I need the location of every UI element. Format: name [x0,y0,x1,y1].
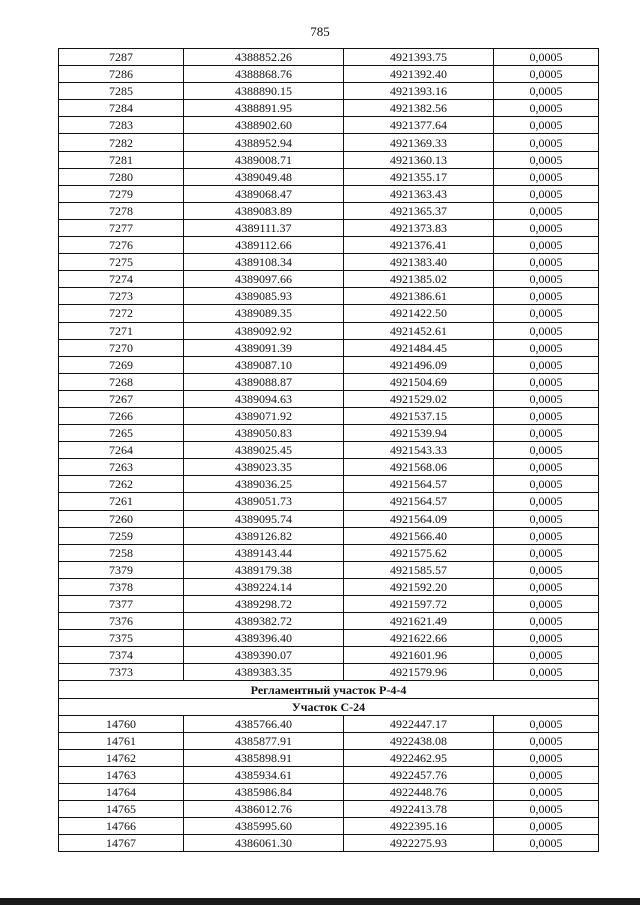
y-coordinate-cell: 4921383.40 [344,254,494,271]
table-row [59,271,599,288]
point-number-cell: 7276 [59,237,184,254]
y-coordinate-cell: 4922413.78 [344,801,494,818]
accuracy-cell: 0,0005 [494,835,599,852]
x-coordinate-cell: 4389108.34 [184,254,344,271]
table-row [59,749,599,766]
accuracy-cell: 0,0005 [494,219,599,236]
accuracy-cell: 0,0005 [494,766,599,783]
section-title: Регламентный участок Р-4-4 [59,681,599,698]
table-row [59,168,599,185]
y-coordinate-cell: 4921376.41 [344,237,494,254]
y-coordinate-cell: 4921543.33 [344,442,494,459]
x-coordinate-cell: 4389036.25 [184,476,344,493]
table-row [59,390,599,407]
x-coordinate-cell: 4389071.92 [184,407,344,424]
table-row [59,322,599,339]
table-row [59,373,599,390]
table-row [59,305,599,322]
table-row [59,801,599,818]
accuracy-cell: 0,0005 [494,732,599,749]
accuracy-cell: 0,0005 [494,647,599,664]
point-number-cell: 7269 [59,356,184,373]
y-coordinate-cell: 4921597.72 [344,596,494,613]
page-number: 785 [310,24,330,39]
table-row [59,254,599,271]
x-coordinate-cell: 4389095.74 [184,510,344,527]
point-number-cell: 14765 [59,801,184,818]
accuracy-cell: 0,0005 [494,527,599,544]
point-number-cell: 7267 [59,390,184,407]
x-coordinate-cell: 4386061.30 [184,835,344,852]
y-coordinate-cell: 4921564.57 [344,476,494,493]
y-coordinate-cell: 4921360.13 [344,151,494,168]
accuracy-cell: 0,0005 [494,818,599,835]
table-row [59,647,599,664]
accuracy-cell: 0,0005 [494,271,599,288]
accuracy-cell: 0,0005 [494,117,599,134]
point-number-cell: 14764 [59,784,184,801]
accuracy-cell: 0,0005 [494,339,599,356]
x-coordinate-cell: 4388891.95 [184,100,344,117]
x-coordinate-cell: 4389085.93 [184,288,344,305]
y-coordinate-cell: 4921592.20 [344,578,494,595]
table-row [59,561,599,578]
accuracy-cell: 0,0005 [494,493,599,510]
x-coordinate-cell: 4389092.92 [184,322,344,339]
accuracy-cell: 0,0005 [494,288,599,305]
point-number-cell: 7262 [59,476,184,493]
point-number-cell: 7281 [59,151,184,168]
table-row [59,835,599,852]
x-coordinate-cell: 4389091.39 [184,339,344,356]
x-coordinate-cell: 4388902.60 [184,117,344,134]
y-coordinate-cell: 4921452.61 [344,322,494,339]
point-number-cell: 7268 [59,373,184,390]
y-coordinate-cell: 4921601.96 [344,647,494,664]
accuracy-cell: 0,0005 [494,100,599,117]
point-number-cell: 7287 [59,49,184,66]
point-number-cell: 7279 [59,185,184,202]
point-number-cell: 7282 [59,134,184,151]
y-coordinate-cell: 4921568.06 [344,459,494,476]
y-coordinate-cell: 4921622.66 [344,630,494,647]
table-row [59,151,599,168]
table-row [59,237,599,254]
y-coordinate-cell: 4921564.09 [344,510,494,527]
y-coordinate-cell: 4922395.16 [344,818,494,835]
point-number-cell: 14767 [59,835,184,852]
y-coordinate-cell: 4921579.96 [344,664,494,681]
point-number-cell: 7284 [59,100,184,117]
point-number-cell: 7270 [59,339,184,356]
x-coordinate-cell: 4388952.94 [184,134,344,151]
table-row [59,578,599,595]
accuracy-cell: 0,0005 [494,185,599,202]
y-coordinate-cell: 4921539.94 [344,425,494,442]
x-coordinate-cell: 4389143.44 [184,544,344,561]
accuracy-cell: 0,0005 [494,390,599,407]
point-number-cell: 7278 [59,202,184,219]
y-coordinate-cell: 4921373.83 [344,219,494,236]
table-section-header [59,681,599,715]
point-number-cell: 7264 [59,442,184,459]
point-number-cell: 7261 [59,493,184,510]
accuracy-cell: 0,0005 [494,578,599,595]
x-coordinate-cell: 4388868.76 [184,66,344,83]
point-number-cell: 7277 [59,219,184,236]
accuracy-cell: 0,0005 [494,168,599,185]
x-coordinate-cell: 4389083.89 [184,202,344,219]
x-coordinate-cell: 4389088.87 [184,373,344,390]
x-coordinate-cell: 4389390.07 [184,647,344,664]
accuracy-cell: 0,0005 [494,49,599,66]
y-coordinate-cell: 4921386.61 [344,288,494,305]
x-coordinate-cell: 4389094.63 [184,390,344,407]
x-coordinate-cell: 4389126.82 [184,527,344,544]
table-row [59,425,599,442]
accuracy-cell: 0,0005 [494,305,599,322]
table-row [59,202,599,219]
accuracy-cell: 0,0005 [494,749,599,766]
table-row [59,185,599,202]
table-row [59,630,599,647]
y-coordinate-cell: 4921393.75 [344,49,494,66]
y-coordinate-cell: 4921529.02 [344,390,494,407]
coordinates-table [58,48,599,852]
y-coordinate-cell: 4922457.76 [344,766,494,783]
x-coordinate-cell: 4389179.38 [184,561,344,578]
point-number-cell: 7374 [59,647,184,664]
point-number-cell: 7273 [59,288,184,305]
x-coordinate-cell: 4389383.35 [184,664,344,681]
y-coordinate-cell: 4921537.15 [344,407,494,424]
table-row [59,288,599,305]
y-coordinate-cell: 4921496.09 [344,356,494,373]
table-row [59,596,599,613]
table-row [59,544,599,561]
point-number-cell: 14766 [59,818,184,835]
table-row [59,715,599,732]
x-coordinate-cell: 4389224.14 [184,578,344,595]
x-coordinate-cell: 4386012.76 [184,801,344,818]
y-coordinate-cell: 4922448.76 [344,784,494,801]
accuracy-cell: 0,0005 [494,784,599,801]
table-row [59,459,599,476]
x-coordinate-cell: 4389049.48 [184,168,344,185]
accuracy-cell: 0,0005 [494,322,599,339]
table-body-upper [59,49,599,681]
point-number-cell: 7280 [59,168,184,185]
y-coordinate-cell: 4922447.17 [344,715,494,732]
accuracy-cell: 0,0005 [494,544,599,561]
x-coordinate-cell: 4389087.10 [184,356,344,373]
table-row [59,732,599,749]
table-row [59,527,599,544]
accuracy-cell: 0,0005 [494,134,599,151]
accuracy-cell: 0,0005 [494,561,599,578]
point-number-cell: 7258 [59,544,184,561]
x-coordinate-cell: 4389051.73 [184,493,344,510]
accuracy-cell: 0,0005 [494,801,599,818]
table-row [59,442,599,459]
table-row [59,356,599,373]
accuracy-cell: 0,0005 [494,476,599,493]
x-coordinate-cell: 4385877.91 [184,732,344,749]
x-coordinate-cell: 4385934.61 [184,766,344,783]
table-row [59,493,599,510]
x-coordinate-cell: 4389023.35 [184,459,344,476]
y-coordinate-cell: 4921377.64 [344,117,494,134]
accuracy-cell: 0,0005 [494,407,599,424]
accuracy-cell: 0,0005 [494,151,599,168]
accuracy-cell: 0,0005 [494,715,599,732]
y-coordinate-cell: 4921585.57 [344,561,494,578]
x-coordinate-cell: 4389298.72 [184,596,344,613]
section-row [59,681,599,698]
point-number-cell: 14762 [59,749,184,766]
accuracy-cell: 0,0005 [494,237,599,254]
table-row [59,83,599,100]
accuracy-cell: 0,0005 [494,630,599,647]
point-number-cell: 7379 [59,561,184,578]
point-number-cell: 14760 [59,715,184,732]
accuracy-cell: 0,0005 [494,83,599,100]
x-coordinate-cell: 4389068.47 [184,185,344,202]
table-body-lower [59,715,599,852]
table-row [59,339,599,356]
y-coordinate-cell: 4921621.49 [344,613,494,630]
y-coordinate-cell: 4921392.40 [344,66,494,83]
y-coordinate-cell: 4921365.37 [344,202,494,219]
point-number-cell: 7272 [59,305,184,322]
accuracy-cell: 0,0005 [494,425,599,442]
y-coordinate-cell: 4921575.62 [344,544,494,561]
x-coordinate-cell: 4389396.40 [184,630,344,647]
point-number-cell: 7373 [59,664,184,681]
point-number-cell: 7377 [59,596,184,613]
accuracy-cell: 0,0005 [494,356,599,373]
point-number-cell: 7259 [59,527,184,544]
accuracy-cell: 0,0005 [494,254,599,271]
y-coordinate-cell: 4921566.40 [344,527,494,544]
x-coordinate-cell: 4385986.84 [184,784,344,801]
table-row [59,613,599,630]
table-row [59,66,599,83]
subsection-row [59,698,599,715]
x-coordinate-cell: 4389089.35 [184,305,344,322]
y-coordinate-cell: 4921385.02 [344,271,494,288]
point-number-cell: 7283 [59,117,184,134]
point-number-cell: 7266 [59,407,184,424]
y-coordinate-cell: 4921363.43 [344,185,494,202]
table-row [59,134,599,151]
y-coordinate-cell: 4921393.16 [344,83,494,100]
y-coordinate-cell: 4921369.33 [344,134,494,151]
y-coordinate-cell: 4922462.95 [344,749,494,766]
table-row [59,818,599,835]
point-number-cell: 7260 [59,510,184,527]
table-row [59,664,599,681]
y-coordinate-cell: 4921484.45 [344,339,494,356]
scan-edge [0,898,640,905]
table-row [59,784,599,801]
table-row [59,117,599,134]
x-coordinate-cell: 4389025.45 [184,442,344,459]
accuracy-cell: 0,0005 [494,66,599,83]
y-coordinate-cell: 4922438.08 [344,732,494,749]
y-coordinate-cell: 4921504.69 [344,373,494,390]
point-number-cell: 7265 [59,425,184,442]
point-number-cell: 7375 [59,630,184,647]
x-coordinate-cell: 4389112.66 [184,237,344,254]
x-coordinate-cell: 4389111.37 [184,219,344,236]
x-coordinate-cell: 4389008.71 [184,151,344,168]
table-row [59,100,599,117]
point-number-cell: 14763 [59,766,184,783]
table-row [59,476,599,493]
x-coordinate-cell: 4385995.60 [184,818,344,835]
x-coordinate-cell: 4389097.66 [184,271,344,288]
accuracy-cell: 0,0005 [494,459,599,476]
accuracy-cell: 0,0005 [494,596,599,613]
point-number-cell: 7274 [59,271,184,288]
x-coordinate-cell: 4388890.15 [184,83,344,100]
table-row [59,49,599,66]
y-coordinate-cell: 4921564.57 [344,493,494,510]
x-coordinate-cell: 4385898.91 [184,749,344,766]
point-number-cell: 7263 [59,459,184,476]
subsection-title: Участок С-24 [59,698,599,715]
x-coordinate-cell: 4388852.26 [184,49,344,66]
y-coordinate-cell: 4921355.17 [344,168,494,185]
y-coordinate-cell: 4921382.56 [344,100,494,117]
accuracy-cell: 0,0005 [494,442,599,459]
point-number-cell: 7378 [59,578,184,595]
point-number-cell: 7271 [59,322,184,339]
x-coordinate-cell: 4389382.72 [184,613,344,630]
accuracy-cell: 0,0005 [494,664,599,681]
table-row [59,407,599,424]
point-number-cell: 7376 [59,613,184,630]
accuracy-cell: 0,0005 [494,510,599,527]
point-number-cell: 14761 [59,732,184,749]
y-coordinate-cell: 4921422.50 [344,305,494,322]
x-coordinate-cell: 4385766.40 [184,715,344,732]
x-coordinate-cell: 4389050.83 [184,425,344,442]
accuracy-cell: 0,0005 [494,202,599,219]
point-number-cell: 7285 [59,83,184,100]
point-number-cell: 7275 [59,254,184,271]
table-row [59,766,599,783]
accuracy-cell: 0,0005 [494,613,599,630]
table-row [59,510,599,527]
y-coordinate-cell: 4922275.93 [344,835,494,852]
accuracy-cell: 0,0005 [494,373,599,390]
table-row [59,219,599,236]
point-number-cell: 7286 [59,66,184,83]
